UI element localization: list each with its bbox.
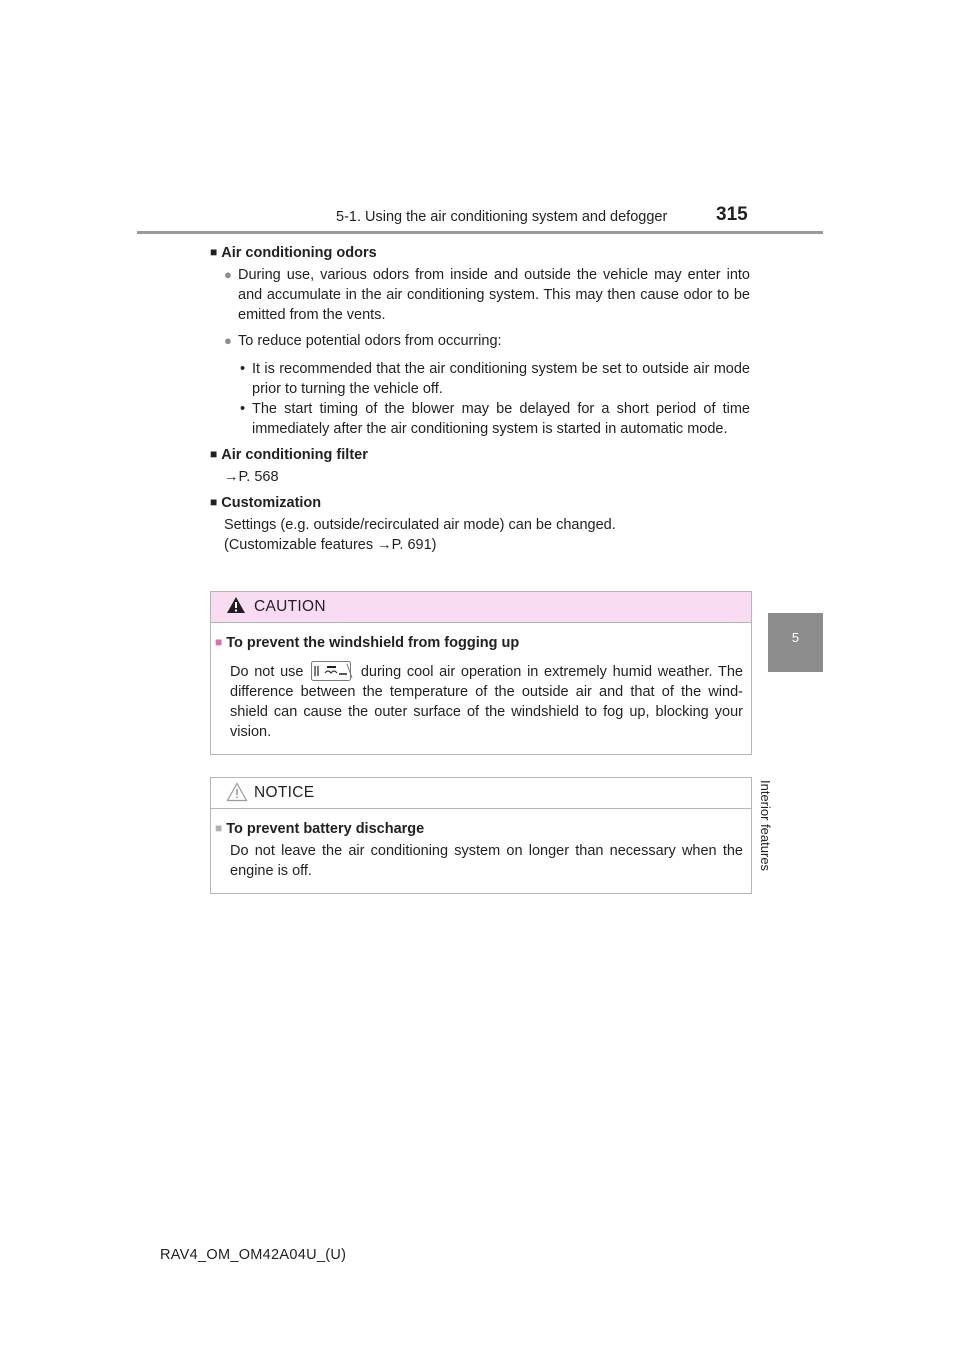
caution-text-before: Do not use <box>230 664 304 680</box>
customization-line-2 <box>210 535 750 555</box>
notice-text: Do not leave the air conditioning system on longer than necessary when the engine is off. <box>230 843 743 879</box>
caution-text <box>215 661 743 742</box>
chapter-label <box>758 780 773 871</box>
footer-doc-code: RAV4_OM_OM42A04U_(U) <box>160 1247 347 1263</box>
notice-heading-text: To prevent battery discharge <box>226 821 425 837</box>
odors-bullet-2 <box>210 331 750 351</box>
filter-ref-text: P. 568 <box>238 469 279 485</box>
defogger-button-icon <box>311 661 353 681</box>
filter-ref[interactable] <box>210 467 750 487</box>
square-bullet-icon: ■ <box>210 495 218 509</box>
caution-text-after: during cool air operation in extremely humid weather. The difference between the temperature of the outside air and that of the wind-shield can cause the outer surface of the windshield to fog up, blocking your vision. <box>230 664 743 740</box>
warning-triangle-icon <box>226 596 246 614</box>
caution-heading <box>215 633 743 653</box>
odors-sub-1-text: It is recommended that the air conditioning system be set to outside air mode prior to turning the vehicle off. <box>252 361 750 397</box>
notice-body <box>211 809 751 893</box>
odors-sub-2 <box>210 399 750 439</box>
chapter-number: 5 <box>791 630 800 645</box>
odors-bullet-1-text: During use, various odors from inside and outside the vehicle may enter into and accumulate in the air conditioning system. This may then cause odor to be emitted from the vents. <box>238 267 750 323</box>
square-bullet-icon: ■ <box>215 821 223 835</box>
warning-triangle-outline-icon <box>226 782 248 802</box>
caution-body <box>211 623 751 754</box>
dot-bullet-icon: • <box>240 361 246 377</box>
odors-sub-1 <box>210 359 750 399</box>
odors-bullet-1 <box>210 265 750 325</box>
odors-bullet-2-text: To reduce potential odors from occurring: <box>238 333 502 349</box>
circle-bullet-icon: ● <box>224 333 232 348</box>
square-bullet-icon: ■ <box>215 635 223 649</box>
arrow-right-icon: → <box>224 469 239 485</box>
caution-title: CAUTION <box>254 598 326 615</box>
arrow-right-icon: → <box>377 537 392 553</box>
customization-ref[interactable] <box>377 537 436 553</box>
chapter-label-text: Interior features <box>758 780 773 872</box>
caution-box <box>210 591 752 755</box>
page-number: 315 <box>716 204 748 225</box>
notice-heading <box>215 819 743 839</box>
notice-box <box>210 777 752 894</box>
header-divider <box>137 231 823 234</box>
caution-heading-text: To prevent the windshield from fogging up <box>226 635 520 651</box>
square-bullet-icon: ■ <box>210 447 218 461</box>
customization-ref-text: P. 691) <box>391 537 437 553</box>
customization-heading-text: Customization <box>221 495 322 511</box>
circle-bullet-icon: ● <box>224 267 232 282</box>
header-section-title: 5-1. Using the air conditioning system and defogger <box>336 209 668 225</box>
odors-heading <box>210 243 750 263</box>
odors-sub-2-text: The start timing of the blower may be delayed for a short period of time immediately after the air conditioning system is started in automatic mode. <box>252 401 750 437</box>
filter-heading-text: Air conditioning filter <box>221 447 368 463</box>
caution-header <box>211 592 751 623</box>
odors-heading-text: Air conditioning odors <box>221 245 377 261</box>
customization-line-2-text: (Customizable features <box>224 537 374 553</box>
notice-header <box>211 778 751 809</box>
main-content <box>210 243 750 555</box>
customization-line-1: Settings (e.g. outside/recirculated air mode) can be changed. <box>224 517 616 533</box>
customization-heading <box>210 493 750 513</box>
notice-title: NOTICE <box>254 784 315 801</box>
square-bullet-icon: ■ <box>210 245 218 259</box>
filter-heading <box>210 445 750 465</box>
dot-bullet-icon: • <box>240 401 246 417</box>
